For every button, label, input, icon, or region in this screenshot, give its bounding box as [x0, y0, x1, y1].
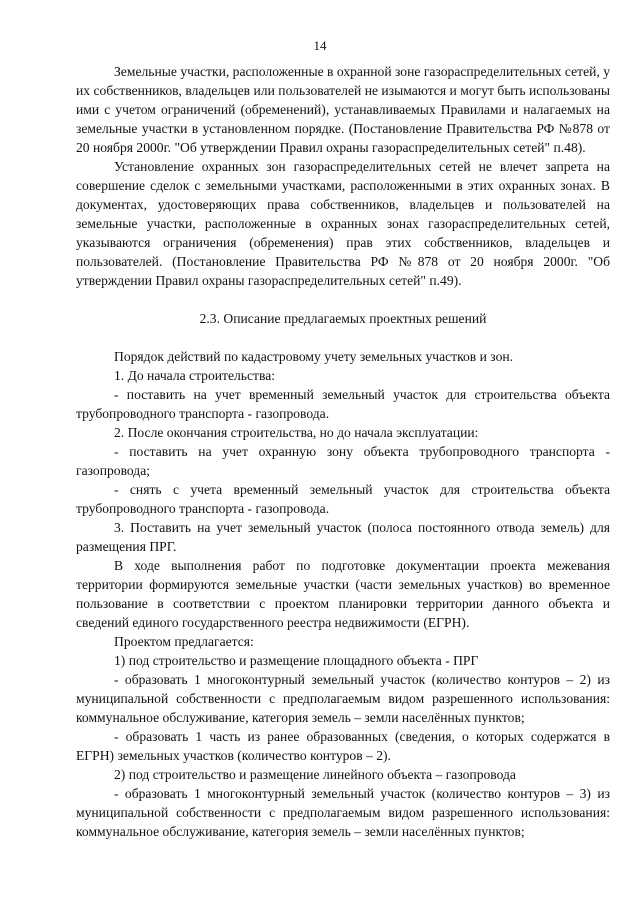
paragraph: В ходе выполнения работ по подготовке документации проекта межевания территории формируются земельные участки (части земельных участков) во временное пользование в соответствии с проектом планировки территории данного объекта и сведений единого государственного реестра недвижимости (ЕГРН). — [76, 558, 610, 630]
list-item: 1) под строительство и размещение площадного объекта - ПРГ — [114, 653, 479, 668]
list-item: 2) под строительство и размещение линейного объекта – газопровода — [114, 767, 516, 782]
paragraph: Установление охранных зон газораспределительных сетей не влечет запрета на совершение сделок с земельными участками, расположенными в этих охранных зонах. В документах, удостоверяющих права собственников, владельцев и пользователей на земельные участки, расположенные в охранных зонах газораспределительных сетей, указываются ограничения (обременения) прав этих собственников, владельцев и пользователей. (Постановление Правительства РФ №878 от 20 ноября 2000г. "Об утверждении Правил охраны газораспределительных сетей" п.49). — [76, 159, 610, 288]
list-item: 2. После окончания строительства, но до начала эксплуатации: — [114, 425, 479, 440]
list-item: 3. Поставить на учет земельный участок (полоса постоянного отвода земель) для размещения ПРГ. — [76, 520, 610, 554]
page-number: 14 — [313, 38, 327, 53]
list-item: - поставить на учет временный земельный участок для строительства объекта трубопроводного транспорта - газопровода. — [76, 387, 610, 421]
paragraph: Порядок действий по кадастровому учету земельных участков и зон. — [114, 349, 514, 364]
list-item: - поставить на учет охранную зону объекта трубопроводного транспорта - газопровода; — [76, 444, 610, 478]
list-item: - образовать 1 многоконтурный земельный участок (количество контуров – 3) из муниципальной собственности с предполагаемым видом разрешенного использования: коммунальное обслуживание, категория земель – земли населённых пунктов; — [76, 786, 610, 839]
list-item: 1. До начала строительства: — [114, 368, 276, 383]
section-heading: 2.3. Описание предлагаемых проектных решений — [199, 311, 487, 326]
document-body — [76, 62, 610, 841]
list-item: - образовать 1 многоконтурный земельный участок (количество контуров – 2) из муниципальной собственности с предполагаемым видом разрешенного использования: коммунальное обслуживание, категория земель – земли населённых пунктов; — [76, 672, 610, 725]
paragraph: Земельные участки, расположенные в охранной зоне газораспределительных сетей, у их собственников, владельцев или пользователей не изымаются и могут быть использованы ими с учетом ограничений (обременений), устанавливаемых Правилами и налагаемых на земельные участки в установленном порядке. (Постановление Правительства РФ №878 от 20 ноября 2000г. "Об утверждении Правил охраны газораспределительных сетей" п.48). — [76, 64, 610, 155]
list-item: - снять с учета временный земельный участок для строительства объекта трубопроводного транспорта - газопровода. — [76, 482, 610, 516]
list-item: - образовать 1 часть из ранее образованных (сведения, о которых содержатся в ЕГРН) земельных участков (количество контуров – 2). — [76, 729, 610, 763]
paragraph: Проектом предлагается: — [114, 634, 254, 649]
